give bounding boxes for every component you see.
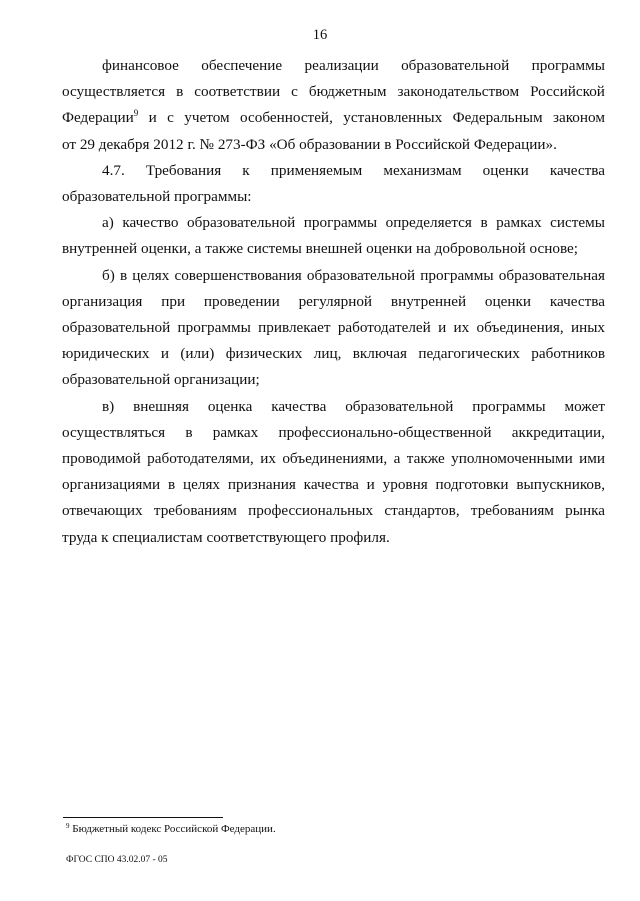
- word: в: [185, 423, 193, 441]
- word: программы: [531, 57, 605, 74]
- word: реализации: [304, 57, 379, 74]
- paragraph-1-line-4: от 29 декабря 2012 г. № 273-ФЗ «Об образовании в Российской Федерации».: [62, 135, 557, 153]
- paragraph-1-line-1: [62, 53, 605, 79]
- word: бюджетным: [308, 83, 387, 101]
- word: осуществляется: [62, 83, 166, 101]
- word: внешняя: [133, 397, 189, 415]
- word: оценка: [207, 397, 253, 415]
- word: и: [148, 109, 157, 127]
- word: финансовое: [102, 57, 179, 74]
- paragraph-a: а) качество образовательной программы определяется в рамках системы внутренней оценки, а также системы внешней оценки на добровольной основе;: [62, 214, 605, 258]
- document-code: ФГОС СПО 43.02.07 - 05: [66, 855, 168, 865]
- footnote: [66, 823, 276, 835]
- paragraph-v-rest: проводимой работодателями, их объединениями, а также уполномоченными ими организациями в целях признания качества и уровня подготовки выпускников, отвечающих требованиям профессиональных стандартов, требованиям рынка труда к специалистам соответствующего профиля.: [62, 450, 605, 546]
- word: с: [167, 109, 174, 127]
- word-with-footnote-ref: [62, 105, 138, 131]
- word: образовательной: [345, 397, 454, 415]
- page-number: 16: [312, 27, 328, 43]
- word: Российской: [530, 83, 605, 101]
- word: профессионально-общественной: [278, 423, 492, 441]
- word: в: [176, 83, 184, 101]
- word: обеспечение: [201, 57, 283, 74]
- word: соответствии: [194, 83, 281, 101]
- word: образовательной: [401, 57, 510, 74]
- footnote-number: 9: [66, 822, 70, 830]
- word: Федеральным: [452, 109, 543, 127]
- paragraph-b: б) в целях совершенствования образовательной программы образовательная организация при проведении регулярной внутренней оценки качества образовательной программы привлекает работодателей и их объединения, иных юридических и (или) физических лиц, включая педагогических работников образовательной организации;: [62, 266, 605, 389]
- word: качества: [271, 397, 327, 415]
- paragraph-1-line-2: [62, 79, 605, 105]
- word: учетом: [184, 109, 230, 127]
- footnote-text: Бюджетный кодекс Российской Федерации.: [69, 823, 276, 835]
- paragraph-v-line-2: [62, 420, 605, 446]
- word: Федерации: [62, 109, 134, 127]
- word: с: [291, 83, 298, 101]
- word: установленных: [343, 109, 443, 127]
- footnote-divider: [63, 817, 223, 818]
- word: программы: [472, 397, 546, 415]
- word: может: [564, 397, 605, 415]
- paragraph-4-7: 4.7. Требования к применяемым механизмам оценки качества образовательной программы:: [62, 161, 605, 206]
- paragraph-v-line-1: [62, 394, 605, 420]
- word: рамках: [212, 423, 259, 441]
- paragraph-1-line-3: [62, 105, 605, 131]
- word: в): [102, 397, 115, 415]
- word: осуществляться: [62, 423, 166, 441]
- footnote-reference: 9: [133, 108, 139, 119]
- word: аккредитации,: [511, 423, 605, 441]
- body-text: [62, 53, 605, 551]
- word: законом: [552, 109, 605, 127]
- word: законодательством: [397, 83, 520, 101]
- word: особенностей,: [240, 109, 333, 127]
